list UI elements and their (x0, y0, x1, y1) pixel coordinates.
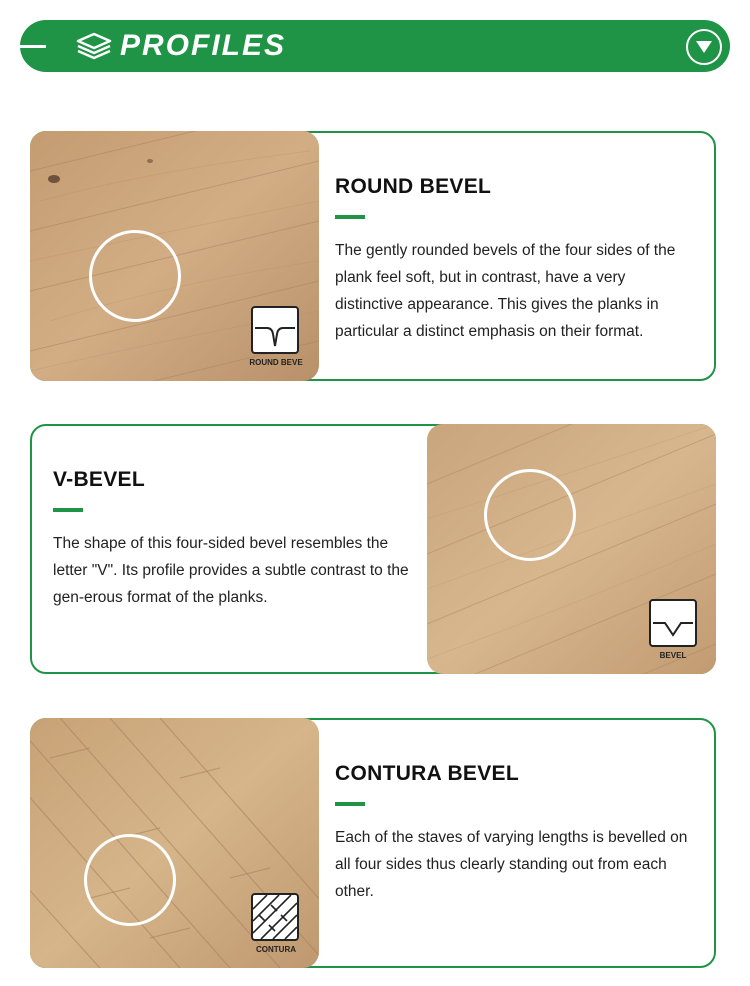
layers-icon (75, 32, 113, 65)
v-bevel-icon (649, 599, 697, 647)
contura-bevel-icon (251, 893, 299, 941)
badge-label: ROUND BEVE (249, 358, 303, 367)
wood-floor-photo (30, 718, 319, 968)
title-accent-bar (53, 508, 83, 512)
profile-card-round-bevel (30, 131, 716, 381)
chevron-down-icon (695, 40, 713, 54)
profile-card-contura-bevel (30, 718, 716, 968)
badge-label: CONTURA (256, 945, 296, 954)
wood-floor-photo (427, 424, 716, 674)
profile-description: The gently rounded bevels of the four sides of the plank feel soft, but in contrast, have a very distinctive appearance. This gives the planks in particular a distinct emphasis on their format. (335, 242, 676, 340)
profiles-header[interactable] (20, 20, 730, 72)
profile-description: The shape of this four-sided bevel resembles the letter "V". Its profile provides a subtle contrast to the gen-erous format of the planks. (53, 535, 409, 606)
detail-highlight-circle (484, 469, 576, 561)
round-bevel-icon (251, 306, 299, 354)
badge-label: BEVEL (659, 651, 687, 660)
title-accent-bar (335, 215, 365, 219)
profile-description: Each of the staves of varying lengths is bevelled on all four sides thus clearly standing out from each other. (335, 829, 688, 900)
page-title: PROFILES (120, 29, 287, 62)
profile-title: CONTURA BEVEL (335, 762, 519, 785)
title-accent-bar (335, 802, 365, 806)
profile-card-v-bevel (30, 424, 716, 674)
header-dash (20, 45, 46, 48)
wood-floor-photo (30, 131, 319, 381)
detail-highlight-circle (84, 834, 176, 926)
profile-title: ROUND BEVEL (335, 175, 492, 198)
detail-highlight-circle (89, 230, 181, 322)
collapse-toggle-button[interactable] (686, 29, 722, 65)
profile-title: V-BEVEL (53, 468, 145, 491)
